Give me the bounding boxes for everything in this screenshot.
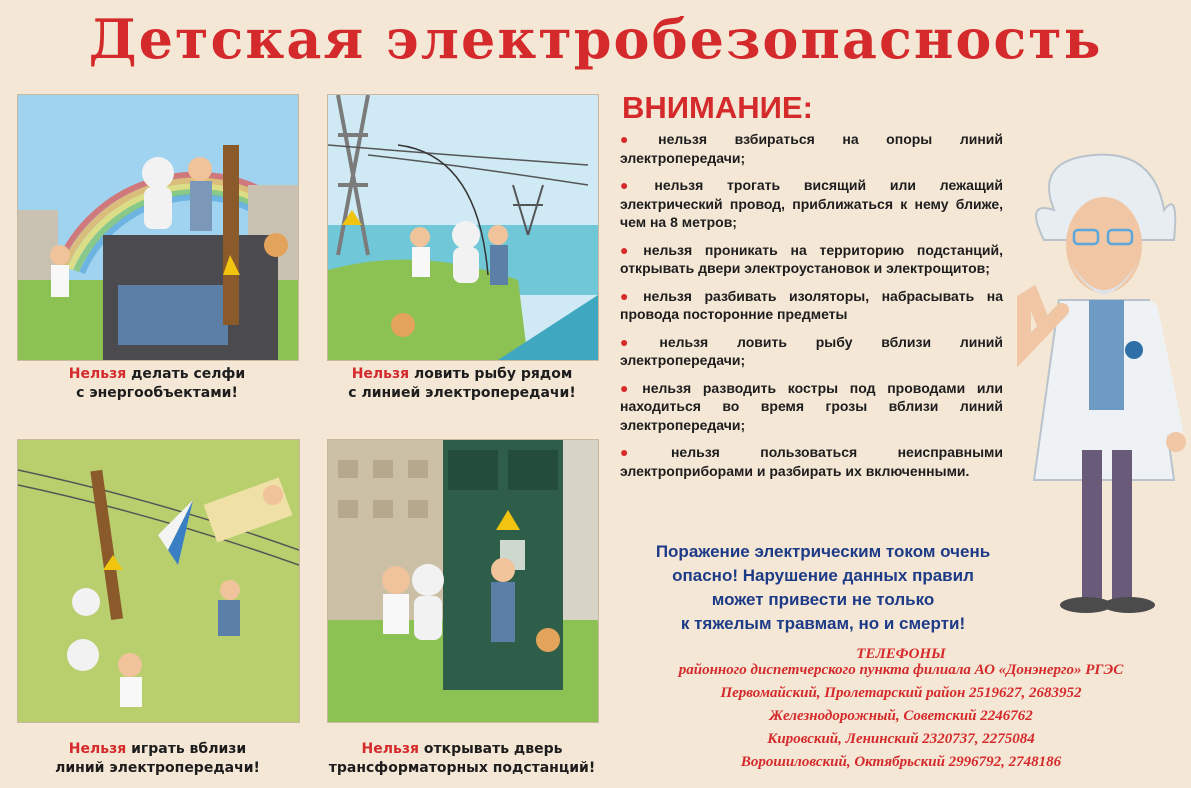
phone-line: Ворошиловский, Октябрьский 2996792, 2748186 (740, 754, 1062, 770)
bullet-icon: ● (620, 177, 649, 193)
rule-item: ● нельзя разводить костры под проводами или находиться во время грозы вблизи линий электропередачи; (620, 379, 1004, 433)
caption-fishing: Нельзя ловить рыбу рядом с линией электропередачи! (348, 366, 576, 401)
danger-warning: Поражение электрическим током очень опасно! Нарушение данных правил может привести не только к тяжелым травмам, но и смерти! (655, 542, 991, 633)
phone-line: Кировский, Ленинский 2320737, 2275084 (767, 731, 1035, 747)
phones-subtitle: районного диспетчерского пункта филиала АО «Донэнерго» РГЭС (678, 662, 1124, 678)
bullet-icon: ● (620, 131, 653, 147)
rules-list (620, 130, 1003, 489)
caption-kite: Нельзя играть вблизи линий электропередачи! (55, 741, 260, 776)
bullet-icon: ● (620, 241, 638, 258)
phone-line: Первомайский, Пролетарский район 2519627, 2683952 (720, 685, 1082, 701)
bullet-icon: ● (620, 333, 654, 350)
illustration-selfie (17, 94, 299, 361)
rule-item: ● нельзя пользоваться неисправными электроприборами и разбирать их включенными. (620, 444, 1003, 479)
caption-selfie: Нельзя делать селфи с энергообъектами! (68, 366, 246, 401)
rule-item: ● нельзя разбивать изоляторы, набрасывать на провода посторонние предметы (620, 287, 1003, 322)
attention-heading: ВНИМАНИЕ: (622, 90, 813, 125)
phones-block (606, 647, 1191, 774)
phone-line: Железнодорожный, Советский 2246762 (769, 708, 1033, 724)
illustration-substation (327, 439, 599, 723)
caption-substation: Нельзя открывать дверь трансформаторных подстанций! (328, 741, 596, 776)
rule-item: ● нельзя трогать висящий или лежащий электрический провод, приближаться к нему ближе, чем на 8 метров; (620, 177, 1003, 230)
illustration-fishing (327, 94, 599, 361)
illustration-kite (17, 439, 300, 723)
rule-item: ● нельзя взбираться на опоры линий электропередачи; (620, 131, 1003, 166)
bullet-icon: ● (620, 379, 637, 396)
phones-title: ТЕЛЕФОНЫ (856, 646, 946, 662)
rule-item: ● нельзя ловить рыбу вблизи линий электропередачи; (620, 333, 1003, 368)
rule-item: ● нельзя проникать на территорию подстанций, открывать двери электроустановок и электрощитов; (620, 241, 1003, 276)
bullet-icon: ● (620, 444, 665, 460)
poster-title: Детская электробезопасность (88, 7, 1103, 71)
bullet-icon: ● (620, 287, 638, 304)
